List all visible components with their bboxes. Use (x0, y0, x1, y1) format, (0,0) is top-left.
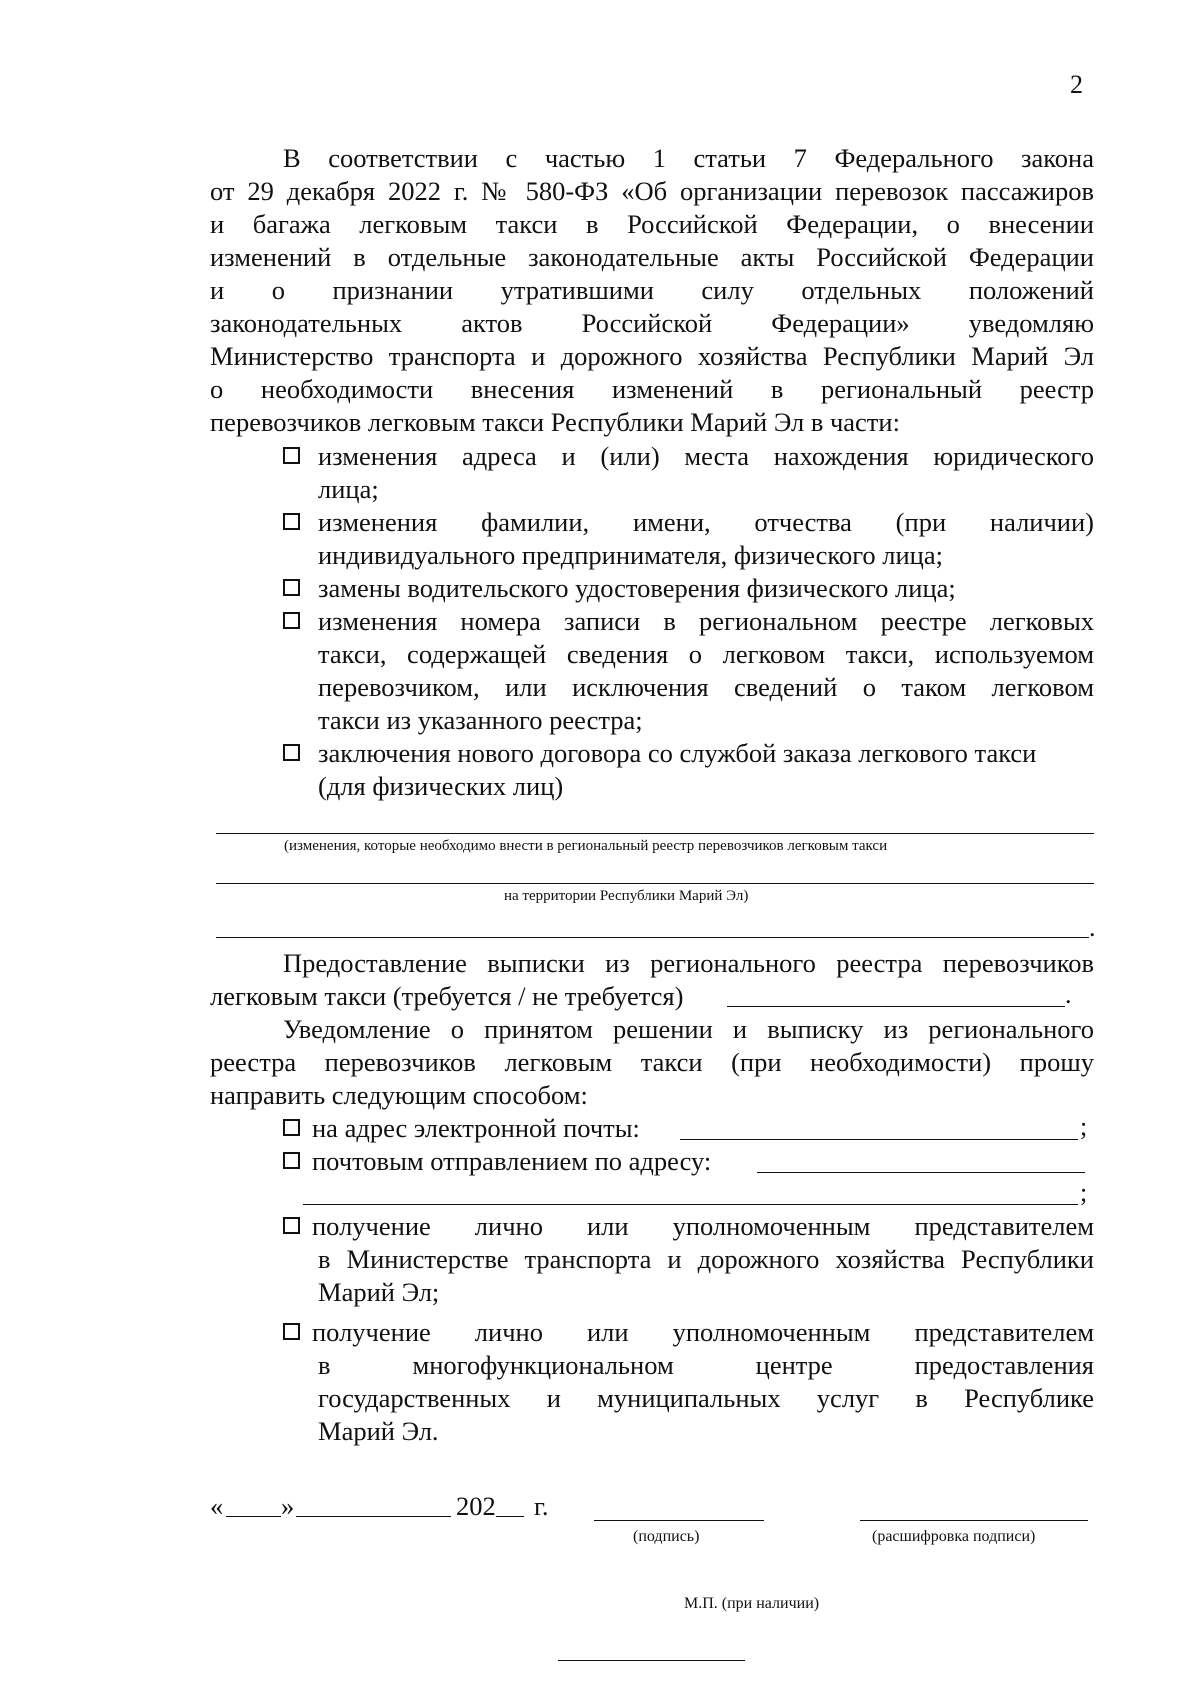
intro-line: от 29 декабря 2022 г. № 580-ФЗ «Об организации перевозок пассажиров (210, 176, 1094, 206)
page-number: 2 (1070, 70, 1083, 99)
intro-line: изменений в отдельные законодательные акты Российской Федерации (210, 242, 1094, 272)
option-text: изменения адреса и (или) места нахождения юридического (318, 441, 1094, 471)
semicolon-mark: ; (1080, 1112, 1088, 1141)
intro-line: законодательных актов Российской Федерации» уведомляю (210, 308, 1094, 338)
changes-caption-1: (изменения, которые необходимо внести в региональный реестр перевозчиков легковым такси (284, 838, 888, 854)
year-field[interactable] (496, 1516, 524, 1517)
checkbox-address-change[interactable] (283, 447, 300, 464)
mfc-line: в многофункциональном центре предоставления (318, 1350, 1094, 1380)
period-mark: . (1065, 980, 1072, 1009)
extract-line: легковым такси (требуется / не требуется) (210, 981, 684, 1011)
signature-caption: (подпись) (633, 1528, 700, 1545)
extract-required-field[interactable] (727, 1006, 1065, 1007)
email-field[interactable] (680, 1139, 1078, 1140)
checkbox-record-change[interactable] (283, 612, 300, 629)
checkbox-post[interactable] (283, 1152, 300, 1169)
option-text: изменения фамилии, имени, отчества (при наличии) (318, 507, 1094, 537)
notification-line: направить следующим способом: (210, 1080, 588, 1110)
signature-decode-caption: (расшифровка подписи) (872, 1528, 1036, 1545)
intro-line: В соответствии с частью 1 статьи 7 Федерального закона (283, 143, 1094, 173)
intro-line: и багажа легковым такси в Российской Федерации, о внесении (210, 209, 1094, 239)
checkbox-name-change[interactable] (283, 513, 300, 530)
stamp-line (558, 1660, 745, 1661)
changes-blank-line-1[interactable] (216, 833, 1094, 834)
post-address-field[interactable] (757, 1172, 1085, 1173)
checkbox-mfc[interactable] (283, 1323, 300, 1340)
intro-line: Министерство транспорта и дорожного хозяйства Республики Марий Эл (210, 341, 1094, 371)
mfc-line: Марий Эл. (318, 1416, 439, 1446)
intro-line: и о признании утратившими силу отдельных положений (210, 275, 1094, 305)
changes-blank-line-2[interactable] (216, 883, 1094, 884)
changes-caption-2: на территории Республики Марий Эл) (504, 888, 749, 904)
year-suffix: г. (534, 1491, 549, 1521)
option-text: такси, содержащей сведения о легковом такси, используемом (318, 639, 1094, 669)
post-label: почтовым отправлением по адресу: (312, 1146, 712, 1176)
quote-open: « (210, 1491, 224, 1521)
ministry-line: получение лично или уполномоченным представителем (312, 1211, 1094, 1241)
option-text: замены водительского удостоверения физического лица; (318, 573, 956, 603)
mfc-line: государственных и муниципальных услуг в Республике (318, 1383, 1094, 1413)
post-address-field-2[interactable] (303, 1204, 1078, 1205)
ministry-line: в Министерстве транспорта и дорожного хозяйства Республики (318, 1244, 1094, 1274)
option-text: индивидуального предпринимателя, физического лица; (318, 540, 943, 570)
notification-line: Уведомление о принятом решении и выписку из регионального (283, 1014, 1094, 1044)
notification-line: реестра перевозчиков легковым такси (при необходимости) прошу (210, 1047, 1094, 1077)
ministry-line: Марий Эл; (318, 1277, 440, 1307)
option-text: изменения номера записи в региональном реестре легковых (318, 606, 1094, 636)
changes-blank-line-3[interactable] (216, 937, 1089, 938)
signature-field[interactable] (594, 1520, 764, 1521)
extract-line: Предоставление выписки из регионального реестра перевозчиков (283, 948, 1094, 978)
checkbox-ministry[interactable] (283, 1217, 300, 1234)
year-prefix: 202 (456, 1491, 496, 1521)
option-text: лица; (318, 474, 379, 504)
option-text: такси из указанного реестра; (318, 705, 643, 735)
period-mark: . (1089, 913, 1096, 942)
month-field[interactable] (296, 1516, 451, 1517)
stamp-label: М.П. (при наличии) (684, 1595, 820, 1612)
mfc-line: получение лично или уполномоченным представителем (312, 1317, 1094, 1347)
email-label: на адрес электронной почты: (312, 1113, 640, 1143)
semicolon-mark: ; (1080, 1178, 1088, 1207)
option-text: заключения нового договора со службой заказа легкового такси (318, 738, 1037, 768)
quote-close: » (281, 1491, 295, 1521)
option-text: (для физических лиц) (318, 771, 564, 801)
checkbox-email[interactable] (283, 1119, 300, 1136)
option-text: перевозчиком, или исключения сведений о таком легковом (318, 672, 1094, 702)
day-field[interactable] (226, 1516, 281, 1517)
intro-line: о необходимости внесения изменений в региональный реестр (210, 374, 1094, 404)
signature-decode-field[interactable] (860, 1520, 1088, 1521)
intro-line: перевозчиков легковым такси Республики Марий Эл в части: (210, 407, 900, 437)
checkbox-new-contract[interactable] (283, 744, 300, 761)
checkbox-license-change[interactable] (283, 579, 300, 596)
